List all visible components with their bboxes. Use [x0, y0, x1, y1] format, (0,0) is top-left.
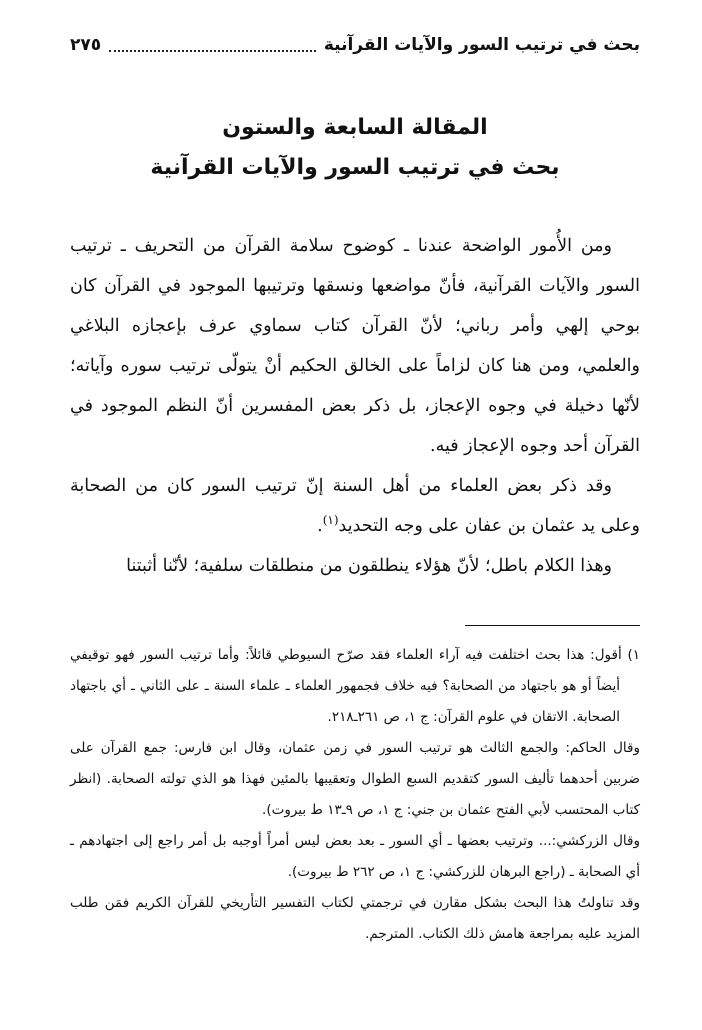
page-number: ٢٧٥ — [70, 35, 102, 55]
footnote-separator — [465, 625, 640, 626]
running-header — [70, 32, 640, 58]
paragraph-2-text: وقد ذكر بعض العلماء من أهل السنة إنّ ترتيب السور كان من الصحابة وعلى يد عثمان بن عفان على وجه التحديد — [70, 476, 640, 536]
header-dot-leader — [109, 38, 316, 52]
footnote-4: وقد تناولتُ هذا البحث بشكل مقارن في ترجمتي لكتاب التفسير التأريخي للقرآن الكريم فمَن طلب المزيد عليه بمراجعة هامش ذلك الكتاب. المترجم. — [70, 895, 640, 942]
body-text — [70, 226, 640, 586]
footnote-1: ١) أقول: هذا بحث اختلفت فيه آراء العلماء فقد صرّح السيوطي قائلاً: وأما ترتيب السور فهو توقيفي أيضاً أو هو باجتهاد من الصحابة؟ فيه خلاف فجمهور العلماء ـ علماء السنة ـ على الثاني ـ أي باجتهاد الصحابة. الاتقان في علوم القرآن: ج ١، ص ٢٦١ـ٢١٨. — [70, 647, 640, 725]
paragraph-3: وهذا الكلام باطل؛ لأنّ هؤلاء ينطلقون من منطلقات سلفية؛ لأنّنا أثبتنا — [126, 556, 612, 576]
footnotes — [70, 640, 640, 950]
footnote-2: وقال الحاكم: والجمع الثالث هو ترتيب السور في زمن عثمان، وقال ابن فارس: جمع القرآن على ضربين أحدهما تأليف السور كتقديم السبع الطوال وتعقيبها بالمئين فهذا هو الذي تولته الصحابة. (انظر كتاب المحتسب لأبي الفتح عثمان بن جني: ج ١، ص ٩ـ١٣ ط بيروت). — [70, 740, 640, 818]
paragraph-1: ومن الأُمور الواضحة عندنا ـ كوضوح سلامة القرآن من التحريف ـ ترتيب السور والآيات القرآنية، فأنّ مواضعها ونسقها وترتيبها الموجود في القرآن كان بوحي إلهي وأمر رباني؛ لأنّ القرآن كتاب سماوي عرف بإعجازه البلاغي والعلمي، ومن هنا كان لزاماً على الخالق الحكيم أنْ يتولّى ترتيب سوره وآياته؛ لأنّها دخيلة في وجوه الإعجاز، بل ذكر بعض المفسرين أنّ النظم الموجود في القرآن أحد وجوه الإعجاز فيه. — [70, 236, 640, 456]
footnote-reference[interactable]: (١) — [322, 513, 339, 528]
article-title: المقالة السابعة والستون — [222, 115, 488, 140]
paragraph-2 — [70, 466, 640, 546]
chapter-titles — [70, 108, 640, 188]
paragraph-2-end: . — [317, 516, 323, 536]
footnote-3: وقال الزركشي:... وترتيب بعضها ـ أي السور ـ بعد بعض ليس أمراً أوجبه بل أمر راجع إلى اجتهادهم ـ أي الصحابة ـ (راجع البرهان للزركشي: ج ١، ص ٢٦٢ ط بيروت). — [70, 833, 640, 880]
article-subtitle: بحث في ترتيب السور والآيات القرآنية — [150, 155, 560, 180]
running-header-title: بحث في ترتيب السور والآيات القرآنية — [323, 35, 640, 55]
